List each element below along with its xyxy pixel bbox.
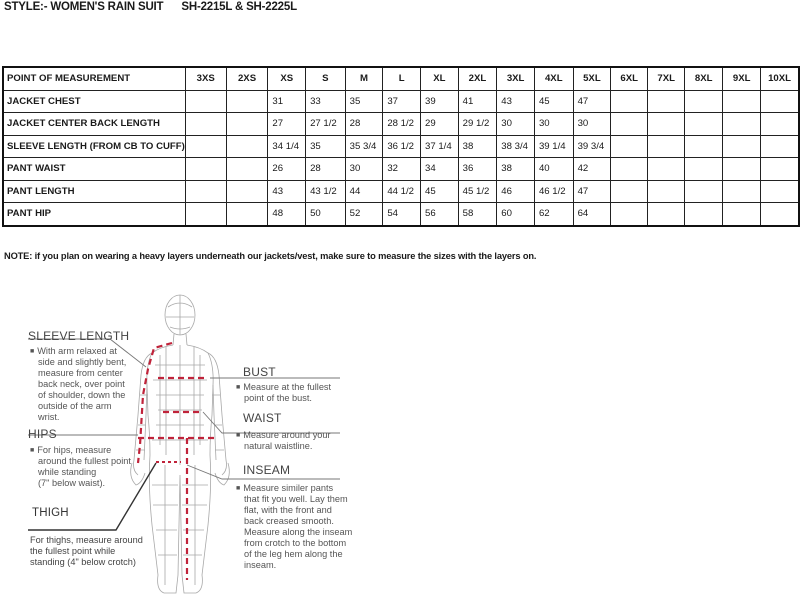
measurement-value [185, 203, 226, 226]
measurement-value: 34 [421, 158, 459, 181]
page-title [4, 1, 297, 13]
measurement-label: PANT WAIST [3, 158, 185, 181]
measurement-value: 54 [383, 203, 421, 226]
table-row [3, 180, 799, 203]
measurement-value [648, 113, 685, 136]
measurement-value: 43 [497, 90, 535, 113]
measurement-value: 60 [497, 203, 535, 226]
measurement-value [226, 158, 268, 181]
measurement-value [648, 90, 685, 113]
column-header-size: 2XS [226, 67, 268, 90]
measurement-value: 45 [534, 90, 573, 113]
measurement-value: 31 [268, 90, 306, 113]
column-header-size: S [306, 67, 346, 90]
measurement-value [685, 90, 723, 113]
measurement-value: 58 [458, 203, 497, 226]
measurement-value: 38 [497, 158, 535, 181]
bust-heading: BUST [243, 365, 276, 379]
measurement-value: 30 [345, 158, 383, 181]
measurement-value: 38 3/4 [497, 135, 535, 158]
measurement-value: 28 1/2 [383, 113, 421, 136]
measurement-label: SLEEVE LENGTH (FROM CB TO CUFF) [3, 135, 185, 158]
measurement-value [648, 135, 685, 158]
column-header-size: L [383, 67, 421, 90]
measurement-value [185, 135, 226, 158]
inseam-text: ■ Measure similer pants that fit you well. Lay them flat, with the front and back creased smooth. Measure along the inseam from crotch to the bottom of the leg hem along the inseam. [236, 483, 353, 571]
measurement-value [723, 180, 761, 203]
measurement-value: 62 [534, 203, 573, 226]
measurement-label: JACKET CENTER BACK LENGTH [3, 113, 185, 136]
column-header-size: 6XL [611, 67, 648, 90]
column-header-size: XL [421, 67, 459, 90]
layering-note: NOTE: if you plan on wearing a heavy layers underneath our jackets/vest, make sure to measure the sizes with the layers on. [4, 251, 537, 261]
measurement-value: 41 [458, 90, 497, 113]
waist-text: ■ Measure around your natural waistline. [236, 430, 331, 452]
measurement-value: 35 [306, 135, 346, 158]
column-header-measurement: POINT OF MEASUREMENT [3, 67, 185, 90]
measurement-value: 48 [268, 203, 306, 226]
sleeve-length-heading: SLEEVE LENGTH [28, 329, 130, 343]
measurement-value [761, 135, 799, 158]
measurement-value [761, 180, 799, 203]
measurement-value [648, 180, 685, 203]
measurement-value [185, 158, 226, 181]
bullet-icon: ■ [236, 432, 241, 440]
column-header-size: 9XL [723, 67, 761, 90]
measurement-value: 39 1/4 [534, 135, 573, 158]
measurement-value: 27 1/2 [306, 113, 346, 136]
measurement-value: 33 [306, 90, 346, 113]
measurement-value: 52 [345, 203, 383, 226]
measurement-value: 29 1/2 [458, 113, 497, 136]
table-header-row [3, 67, 799, 90]
measurement-diagram [0, 285, 560, 601]
table-row [3, 135, 799, 158]
measurement-value: 45 [421, 180, 459, 203]
bust-text: ■ Measure at the fullest point of the bust. [236, 382, 332, 404]
measurement-value: 42 [573, 158, 611, 181]
measurement-value: 47 [573, 180, 611, 203]
style-codes: SH-2215L & SH-2225L [181, 1, 297, 13]
bullet-icon: ■ [236, 485, 241, 493]
measurement-value [185, 113, 226, 136]
measurement-value [648, 158, 685, 181]
measurement-value [685, 180, 723, 203]
measurement-value: 27 [268, 113, 306, 136]
measurement-value [185, 90, 226, 113]
inseam-heading: INSEAM [243, 463, 291, 477]
measurement-value [723, 90, 761, 113]
measurement-value: 44 [345, 180, 383, 203]
measurement-value: 39 3/4 [573, 135, 611, 158]
measurement-value [226, 113, 268, 136]
hips-heading: HIPS [28, 427, 57, 441]
measurement-value: 46 1/2 [534, 180, 573, 203]
measurement-value: 29 [421, 113, 459, 136]
measurement-value: 43 [268, 180, 306, 203]
measurement-value [685, 158, 723, 181]
sleeve-length-text: ■ With arm relaxed at side and slightly bent, measure from center back neck, over point of shoulder, down the outside of the arm wrist. [30, 346, 127, 423]
waist-heading: WAIST [243, 411, 282, 425]
measurement-value: 43 1/2 [306, 180, 346, 203]
measurement-value: 30 [534, 113, 573, 136]
measurement-value: 35 3/4 [345, 135, 383, 158]
table-row [3, 113, 799, 136]
measurement-value [648, 203, 685, 226]
measurement-value [226, 180, 268, 203]
measurement-value: 28 [345, 113, 383, 136]
column-header-size: 4XL [534, 67, 573, 90]
style-label: STYLE:- WOMEN'S RAIN SUIT [4, 1, 164, 13]
table-row [3, 158, 799, 181]
measurement-value [226, 135, 268, 158]
measurement-value: 40 [534, 158, 573, 181]
measurement-value: 26 [268, 158, 306, 181]
measurement-value [611, 113, 648, 136]
hips-text: ■ For hips, measure around the fullest point while standing (7" below waist). [30, 445, 131, 489]
measurement-value [611, 180, 648, 203]
column-header-size: XS [268, 67, 306, 90]
measurement-label: PANT LENGTH [3, 180, 185, 203]
measurement-value [761, 158, 799, 181]
measurement-value: 30 [573, 113, 611, 136]
measurement-value: 50 [306, 203, 346, 226]
measurement-value: 37 1/4 [421, 135, 459, 158]
bullet-icon: ■ [30, 447, 35, 455]
measurement-value [226, 90, 268, 113]
measurement-label: PANT HIP [3, 203, 185, 226]
measurement-value: 45 1/2 [458, 180, 497, 203]
thigh-text: For thighs, measure around the fullest point while standing (4" below crotch) [30, 535, 143, 567]
column-header-size: 2XL [458, 67, 497, 90]
measurement-value: 35 [345, 90, 383, 113]
column-header-size: 7XL [648, 67, 685, 90]
column-header-size: 5XL [573, 67, 611, 90]
measurement-value [226, 203, 268, 226]
measurement-value [685, 203, 723, 226]
measurement-value [685, 135, 723, 158]
measurement-value [761, 113, 799, 136]
measurement-value: 32 [383, 158, 421, 181]
column-header-size: 10XL [761, 67, 799, 90]
column-header-size: 3XS [185, 67, 226, 90]
measurement-value [723, 113, 761, 136]
column-header-size: 3XL [497, 67, 535, 90]
column-header-size: M [345, 67, 383, 90]
measurement-value [723, 203, 761, 226]
measurement-value: 36 [458, 158, 497, 181]
measurement-value: 39 [421, 90, 459, 113]
measurement-value [611, 158, 648, 181]
measurement-value [723, 135, 761, 158]
measurement-value [185, 180, 226, 203]
table-row [3, 90, 799, 113]
measurement-value: 36 1/2 [383, 135, 421, 158]
measurement-value [611, 203, 648, 226]
column-header-size: 8XL [685, 67, 723, 90]
bullet-icon: ■ [30, 348, 35, 356]
bullet-icon: ■ [236, 384, 241, 392]
measurement-value: 44 1/2 [383, 180, 421, 203]
measurement-value: 34 1/4 [268, 135, 306, 158]
thigh-heading: THIGH [32, 507, 69, 519]
measurement-value [761, 90, 799, 113]
table-row [3, 203, 799, 226]
measurement-value: 38 [458, 135, 497, 158]
measurement-value: 37 [383, 90, 421, 113]
measurement-value: 64 [573, 203, 611, 226]
size-chart-table [2, 66, 800, 227]
measurement-value: 56 [421, 203, 459, 226]
measurement-value: 47 [573, 90, 611, 113]
measurement-value: 46 [497, 180, 535, 203]
measurement-value: 30 [497, 113, 535, 136]
measurement-value: 28 [306, 158, 346, 181]
measurement-value [685, 113, 723, 136]
measurement-value [761, 203, 799, 226]
measurement-value [611, 90, 648, 113]
measurement-value [611, 135, 648, 158]
measurement-value [723, 158, 761, 181]
measurement-label: JACKET CHEST [3, 90, 185, 113]
